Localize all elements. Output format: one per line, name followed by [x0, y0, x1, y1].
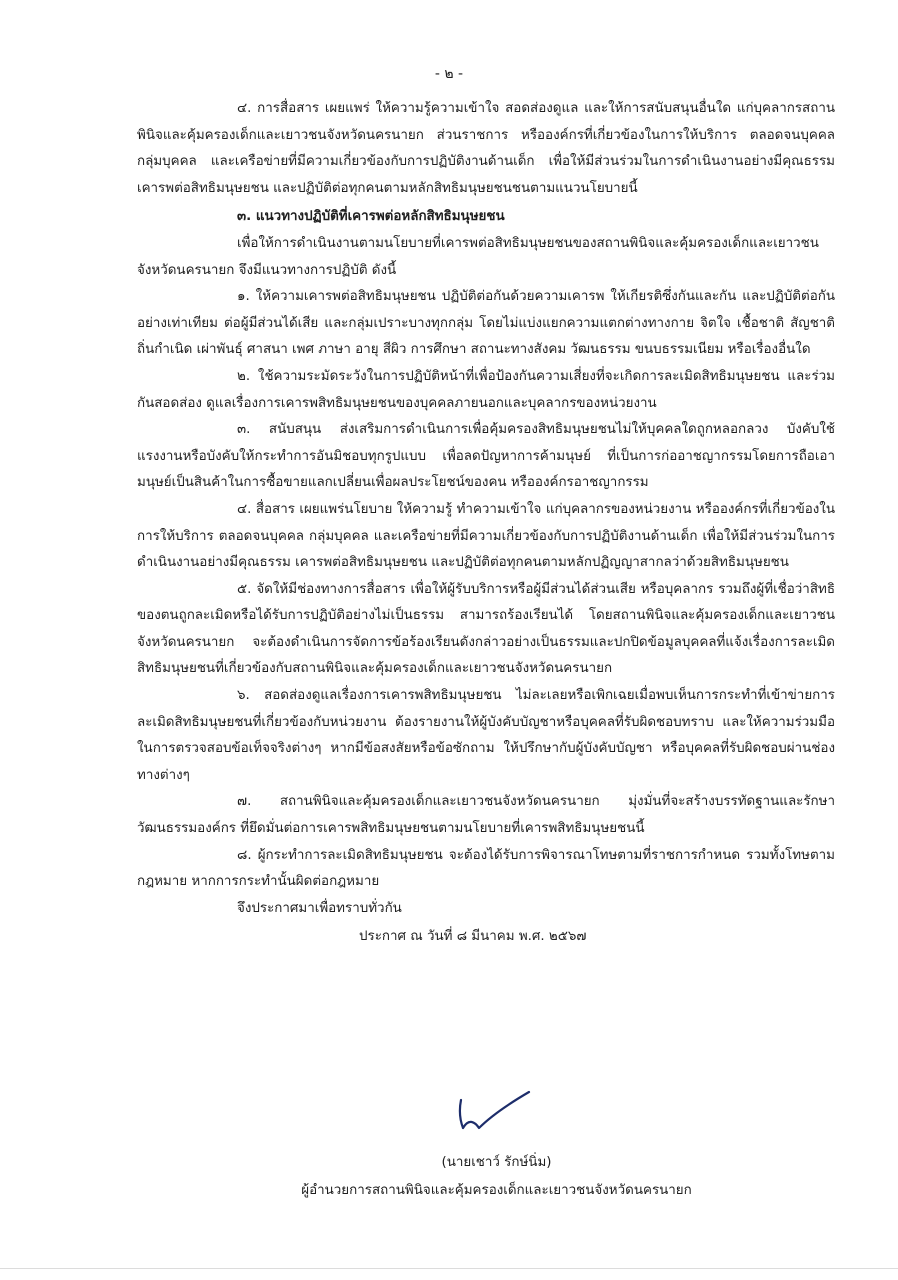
guideline-item-1: ๑. ให้ความเคารพต่อสิทธิมนุษยชน ปฏิบัติต่อกันด้วยความเคารพ ให้เกียรติซึ่งกันและกัน และปฏิบัติต่อกันอย่างเท่าเทียม ต่อผู้มีส่วนได้เสีย และกลุ่มเปราะบางทุกกลุ่ม โดยไม่แบ่งแยกความแตกต่างทางกาย จิตใจ เชื้อชาติ สัญชาติ ถิ่นกำเนิด เผ่าพันธุ์ ศาสนา เพศ ภาษา อายุ สีผิว การศึกษา สถานะทางสังคม วัฒนธรรม ขนบธรรมเนียม หรือเรื่องอื่นใด	[137, 289, 835, 358]
guideline-item-5: ๕. จัดให้มีช่องทางการสื่อสาร เพื่อให้ผู้รับบริการหรือผู้มีส่วนได้ส่วนเสีย หรือบุคลากร รวมถึงผู้ที่เชื่อว่าสิทธิของตนถูกละเมิดหรือได้รับการปฏิบัติอย่างไม่เป็นธรรม สามารถร้องเรียนได้ โดยสถานพินิจและคุ้มครองเด็กและเยาวชนจังหวัดนครนายก จะต้องดำเนินการจัดการข้อร้องเรียนดังกล่าวอย่างเป็นธรรมและปกปิดข้อมูลบุคคลที่แจ้งเรื่องการละเมิดสิทธิมนุษยชนที่เกี่ยวข้องกับสถานพินิจและคุ้มครองเด็กและเยาวชนจังหวัดนครนายก	[137, 581, 835, 677]
document-body	[137, 96, 835, 951]
guideline-item-3: ๓. สนับสนุน ส่งเสริมการดำเนินการเพื่อคุ้มครองสิทธิมนุษยชนไม่ให้บุคคลใดถูกหลอกลวง บังคับใช้แรงงานหรือบังคับให้กระทำการอันมิชอบทุกรูปแบบ เพื่อลดปัญหาการค้ามนุษย์ ที่เป็นการก่ออาชญากรรมโดยการถือเอามนุษย์เป็นสินค้าในการซื้อขายแลกเปลี่ยนเพื่อผลประโยชน์ของคน หรือองค์กรอาชญากรรม	[137, 422, 835, 491]
signer-position: ผู้อำนวยการสถานพินิจและคุ้มครองเด็กและเยาวชนจังหวัดนครนายก	[301, 1183, 692, 1198]
signer-name: (นายเชาว์ รักษ์นิ่ม)	[441, 1155, 552, 1170]
guideline-item-6: ๖. สอดส่องดูแลเรื่องการเคารพสิทธิมนุษยชน ไม่ละเลยหรือเพิกเฉยเมื่อพบเห็นการกระทำที่เข้าข่ายการละเมิดสิทธิมนุษยชนที่เกี่ยวข้องกับหน่วยงาน ต้องรายงานให้ผู้บังคับบัญชาหรือบุคคลที่รับผิดชอบทราบ และให้ความร่วมมือในการตรวจสอบข้อเท็จจริงต่างๆ หากมีข้อสงสัยหรือข้อซักถาม ให้ปรึกษากับผู้บังคับบัญชา หรือบุคคลที่รับผิดชอบผ่านช่องทางต่างๆ	[137, 688, 835, 783]
signature-block	[0, 1088, 898, 1148]
guideline-item-2: ๒. ใช้ความระมัดระวังในการปฏิบัติหน้าที่เพื่อป้องกันความเสี่ยงที่จะเกิดการละเมิดสิทธิมนุษยชน และร่วมกันสอดส่อง ดูแลเรื่องการเคารพสิทธิมนุษยชนของบุคคลภายนอกและบุคลากรของหน่วยงาน	[137, 368, 835, 411]
guideline-item-8: ๘. ผู้กระทำการละเมิดสิทธิมนุษยชน จะต้องได้รับการพิจารณาโทษตามที่ราชการกำหนด รวมทั้งโทษตามกฎหมาย หากการกระทำนั้นผิดต่อกฎหมาย	[137, 847, 835, 890]
footer-divider	[0, 1268, 898, 1269]
paragraph-communication: ๔. การสื่อสาร เผยแพร่ ให้ความรู้ความเข้าใจ สอดส่องดูแล และให้การสนับสนุนอื่นใด แก่บุคลากรสถานพินิจและคุ้มครองเด็กและเยาวชนจังหวัดนครนายก ส่วนราชการ หรือองค์กรที่เกี่ยวข้องในการให้บริการ ตลอดจนบุคคล กลุ่มบุคคล และเครือข่ายที่มีความเกี่ยวข้องกับการปฏิบัติงานด้านเด็ก เพื่อให้มีส่วนร่วมในการดำเนินงานอย่างมีคุณธรรม เคารพต่อสิทธิมนุษยชน และปฏิบัติต่อทุกคนตามหลักสิทธิมนุษยชนชนตามแนวนโยบายนี้	[137, 101, 835, 196]
handwritten-signature	[455, 1088, 535, 1138]
page-number: - ๒ -	[434, 66, 464, 82]
announcement-date: ประกาศ ณ วันที่ ๘ มีนาคม พ.ศ. ๒๕๖๗	[359, 929, 587, 945]
section-intro: เพื่อให้การดำเนินงานตามนโยบายที่เคารพต่อสิทธิมนุษยชนของสถานพินิจและคุ้มครองเด็กและเยาวชนจังหวัดนครนายก จึงมีแนวทางการปฏิบัติ ดังนี้	[137, 235, 819, 278]
section-heading: ๓. แนวทางปฏิบัติที่เคารพต่อหลักสิทธิมนุษยชน	[237, 209, 505, 225]
guideline-item-7: ๗. สถานพินิจและคุ้มครองเด็กและเยาวชนจังหวัดนครนายก มุ่งมั่นที่จะสร้างบรรทัดฐานและรักษาวัฒนธรรมองค์กร ที่ยึดมั่นต่อการเคารพสิทธิมนุษยชนตามนโยบายที่เคารพสิทธิมนุษยชนนี้	[137, 794, 835, 837]
announcement-line: จึงประกาศมาเพื่อทราบทั่วกัน	[237, 900, 402, 916]
guideline-item-4: ๔. สื่อสาร เผยแพร่นโยบาย ให้ความรู้ ทำความเข้าใจ แก่บุคลากรของหน่วยงาน หรือองค์กรที่เกี่ยวข้องในการให้บริการ ตลอดจนบุคคล กลุ่มบุคคล และเครือข่ายที่มีความเกี่ยวข้องกับการปฏิบัติงานด้านเด็ก เพื่อให้มีส่วนร่วมในการดำเนินงานอย่างมีคุณธรรม เคารพต่อสิทธิมนุษยชน และปฏิบัติต่อทุกคนตามหลักปฏิญญาสากลว่าด้วยสิทธิมนุษยชน	[137, 501, 835, 571]
